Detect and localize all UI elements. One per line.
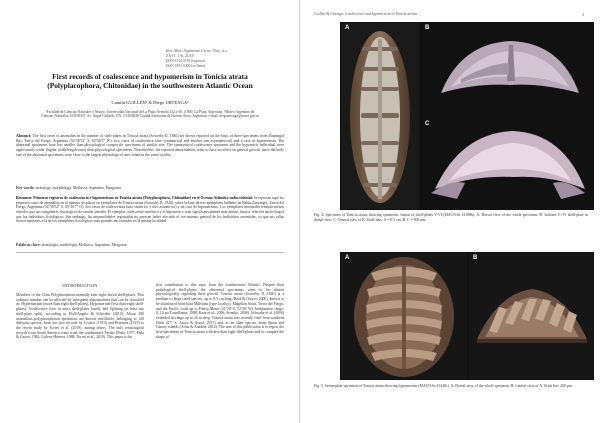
figure-5-label-b: B: [473, 255, 478, 261]
figure-4-panel-a: [341, 23, 419, 210]
abstract-text: The first cases of anomalies in the number of shell-plates in Tonicia atrata (Sowerby II, 1840) are herein reported on the basis of three specimens from Zanzíngol Bay, Tierra del Fuego, Argentina (54°56'52" S, 65°26'7" W): two cases of coalescence (one symmetrical and another one asymmetrical) and a case of hypomerism. The abnormal specimens bore less smaller than physiological conspecific specimens of similar size. The symmetrical coalescence specimen and the hypomeric individual were significantly wider (higher width/length ratio) than physiological specimens. Nevertheless, the reported abnormalities seem to have no effect on general growth, since the body size of the abnormal specimens were close to the largest physiological ones found in the same locality.: [16, 134, 284, 157]
abstract: [16, 134, 284, 157]
chiton-dorsal-image: [341, 23, 419, 210]
figure-4: [340, 22, 594, 210]
authors: Camila GUILLÉN¹ & Diego URTEAGA²: [111, 100, 189, 105]
article-title: [14, 72, 286, 90]
abstract-label: Abstract:: [16, 134, 32, 138]
figure-4-panel-c: [421, 119, 594, 210]
palabras-clave: [16, 243, 284, 247]
figure-5-panel-a: [341, 253, 467, 380]
resumen: [16, 196, 284, 224]
resumen-text: Se reportan aquí los primeros casos de anomalías en el número de placas en ejemplares de Tonicia atrata (Sowerby II, 1840), sobre la base de tres ejemplares hallados en Bahía Zanzíngol, Tierra del Fuego, Argentina (54°56'52" S, 65°26'7" O): dos casos de coalescencia (uno simétrico y otro asimétrico) y un caso de hipomerismo. Los ejemplares anormales resultan menos viscidos que sus congéneres fisiológicos de similar tamaño. El ejemplar coalescente simétrico y el hipomérico eran significativamente más anchos (mayor relación ancho/largo) que los individuos fisiológicos. Sin embargo, las anormalidades registradas no parecen haber afectado el crecimiento general de los individuos anormales, ya que sus tallas fueron similares a la de los ejemplares fisiológicos más grandes encontrados en la misma localidad.: [16, 196, 284, 224]
figure-5-label-a: A: [345, 255, 350, 261]
title-line-1: First records of coalescence and hypomerism in Tonicia atrata: [52, 72, 248, 81]
figure-4-label-b: B: [425, 25, 430, 31]
figure-5: [340, 252, 594, 380]
issn-print: ISSN 1514-5158 (impresa): [166, 58, 205, 63]
palabras-label: Palabras clave:: [16, 243, 41, 247]
hypomeric-chiton-dorsal-image: [341, 253, 467, 380]
shell-plate-dorsal-image: [421, 23, 594, 117]
introduction-column-2: first contribution to this topic from the southwestern Atlantic. Despite their pathological shell-plates, the abnormal specimens seem to be almost physiologically regarding their growth. Tonicia atrata (Sowerby II, 1840) is a medium to large sized species, up to 8.5 cm long (Reid & Osorio, 2000), known to be distributed from Islas Malvinas (type locality), Magellan Strait, Tierra del Fuego, and the Pacific coast up to Puerto Montt (41°28' S, 72°56' W), bathymetric range: 0–10 m (Castellanos, 1988; Kaas et al., 2006; Sirenko, 2006). Schwabe et al. (2006) extended its range up to 26 m deep. Tonicia atrata was recently cited from southern Chile (27° S; Araya & Araya, 2015) and, as an alien species, from Spain and Canary islands (Arias & Anadón, 2012). The aim of this publication is to report the first specimens of Tonicia atrata with less than eight shell-plates and to compare the shape of: [156, 283, 284, 339]
resumen-label: Resumen: Primeros registros de coalescencia e hipomerismo en Tonicia atrata (Polyplacophora, Chitonidae) en el Océano Atlántico sudoccidental.: [16, 196, 253, 200]
journal-info: [166, 48, 292, 70]
journal-name: Rev. Mus. Argentino Cienc. Nat., n.s.: [166, 48, 228, 53]
keywords-label: Key words:: [16, 186, 35, 190]
shell-plate-ventral-image: [421, 119, 594, 210]
figure-4-label-a: A: [345, 25, 350, 31]
issn-online: ISSN 1853-0400 (en línea): [166, 64, 205, 69]
introduction-heading: INTRODUCTION: [62, 283, 98, 288]
figure-5-panel-b: [469, 253, 594, 380]
page-number: 3: [582, 12, 584, 17]
palabras-text: teratología, morfología, Mollusca, Argentina, Patagonia.: [41, 243, 128, 247]
affiliation: ¹Facultad de Ciencias Naturales y Museo, Universidad Nacional de La Plata, Avenida 122 y 60, (1900) La Plata, Argentina. ²Museo Argentino de Ciencias Naturales, CONICET, Av. Ángel Gallardo 470, C1405DJR Ciudad Autónoma de Buenos Aires, Argentina; e-mail: diegourteaga@macn.gov.ar: [41, 110, 259, 119]
keywords: [16, 186, 284, 190]
figure-4-label-c: C: [425, 121, 430, 127]
right-page: [300, 0, 600, 423]
section-divider: [16, 252, 284, 253]
hypomeric-chiton-lateral-image: [469, 253, 594, 380]
figure-4-panel-b: [421, 23, 594, 117]
running-head: Guillén & Urteaga: Coalescence and hypomerism in Tonicia atrata: [314, 12, 417, 16]
introduction-column-1: Members of the Class Polyplacophora normally bear eight dorsal shell-plates. This ordinary number can be affected by infrequent abnormalities that can be classified as: Hypermerism (more than eight shell-plates), Hypomerism (less than eight shell-plates), Coalescence (two or more shell-plates fused), and Splitting (at least one shell-plate split), according to Hoff/Angelo & Schwabe (2010). About 380 anomalous polyplacophoran specimens are known worldwide, belonging to 120 different species, from the first records by Crozier (1919) and Peterson (1919) to the recent study by Torres et al. (2019), among others. The only teratological records from South America come from the southeastern Pacific (Peña, 1977; Peña & Castro, 1982; Gálvez-Herrera, 1988; Torres et al., 2019). This paper is the: [16, 293, 144, 340]
figure-4-caption: Fig. 4. Specimen of Tonicia atrata showing symmetric fusion of shell-plates V-VI (MACN-In 41398b). A: Dorsal view of the whole specimen. B: Isolated V+VI shell-plate in dorsal view. C: Ventral view of B. Scale bars: A = 0.5 cm, B, C = 500 µm.: [314, 213, 588, 222]
keywords-text: teratology, morphology, Mollusca, Argentina, Patagonia.: [35, 186, 122, 190]
figure-5-caption: Fig. 5. Seven-plate specimen of Tonicia atrata showing hypomerism (MACN-In 41348c). A: Dorsal view of the whole specimen. B: Lateral view of A. Scale bar: 200 µm.: [314, 384, 573, 388]
journal-volume: 21(1): 1-6, 2019: [166, 53, 194, 59]
title-line-2: (Polyplacophora, Chitonidae) in the southwestern Atlantic Ocean: [47, 81, 253, 90]
